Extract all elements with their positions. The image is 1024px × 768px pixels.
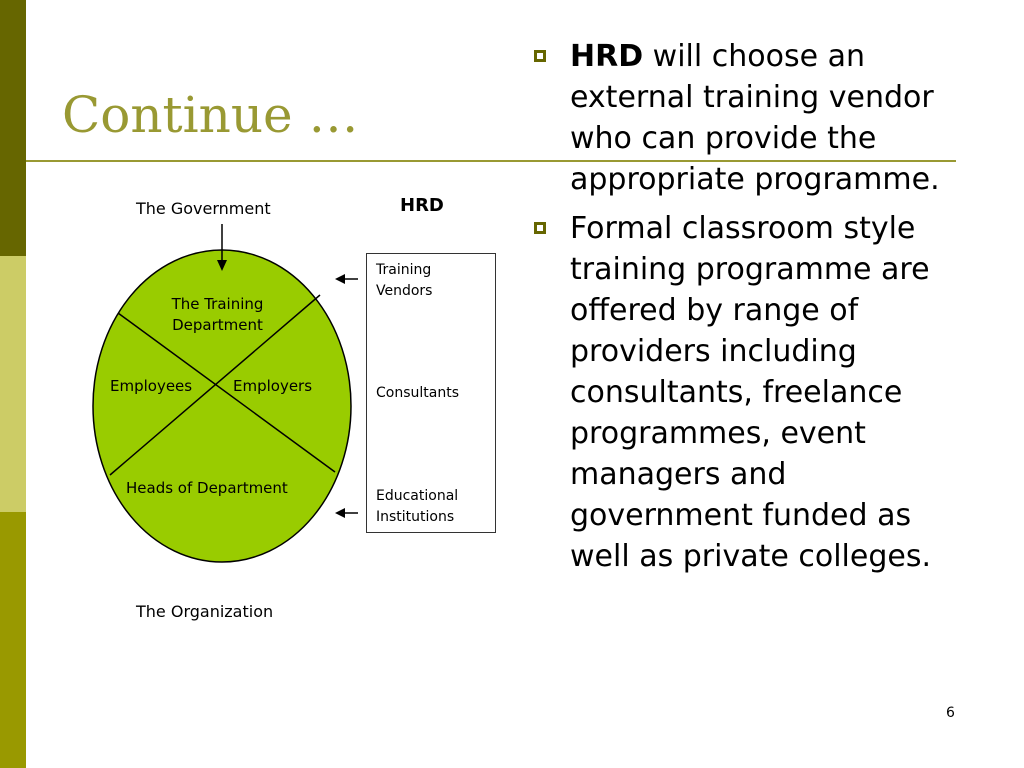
vendor-consultants: Consultants bbox=[376, 385, 459, 401]
bullet-text: Formal classroom style training programme are offered by range of providers including consultants, freelance programmes, event managers and government funded as well as private colleges. bbox=[570, 211, 931, 574]
square-bullet-icon bbox=[534, 222, 546, 234]
employees-label: Employees bbox=[110, 377, 193, 395]
vendor-educational-institutions: Educational Institutions bbox=[376, 488, 459, 525]
vendor-arrow-bottom-head bbox=[335, 508, 345, 518]
organization-label: The Organization bbox=[136, 602, 274, 621]
government-label: The Government bbox=[136, 199, 271, 218]
bullet-strong-text: HRD bbox=[570, 39, 644, 74]
employers-label: Employers bbox=[233, 377, 313, 395]
vendor-arrow-top-head bbox=[335, 274, 345, 284]
bullet-text: will choose an external training vendor who can provide the appropriate programme. bbox=[570, 39, 940, 197]
training-department-label: The Training Department bbox=[171, 295, 264, 334]
bullet-list bbox=[532, 36, 972, 585]
bullet-item bbox=[532, 208, 972, 577]
bullet-item bbox=[532, 36, 972, 200]
slide-title: Continue … bbox=[62, 86, 359, 144]
vendor-training-vendors: Training Vendors bbox=[376, 262, 433, 299]
heads-of-department-label: Heads of Department bbox=[126, 479, 288, 497]
page-number: 6 bbox=[946, 705, 955, 721]
square-bullet-icon bbox=[534, 50, 546, 62]
hrd-label: HRD bbox=[400, 195, 444, 216]
